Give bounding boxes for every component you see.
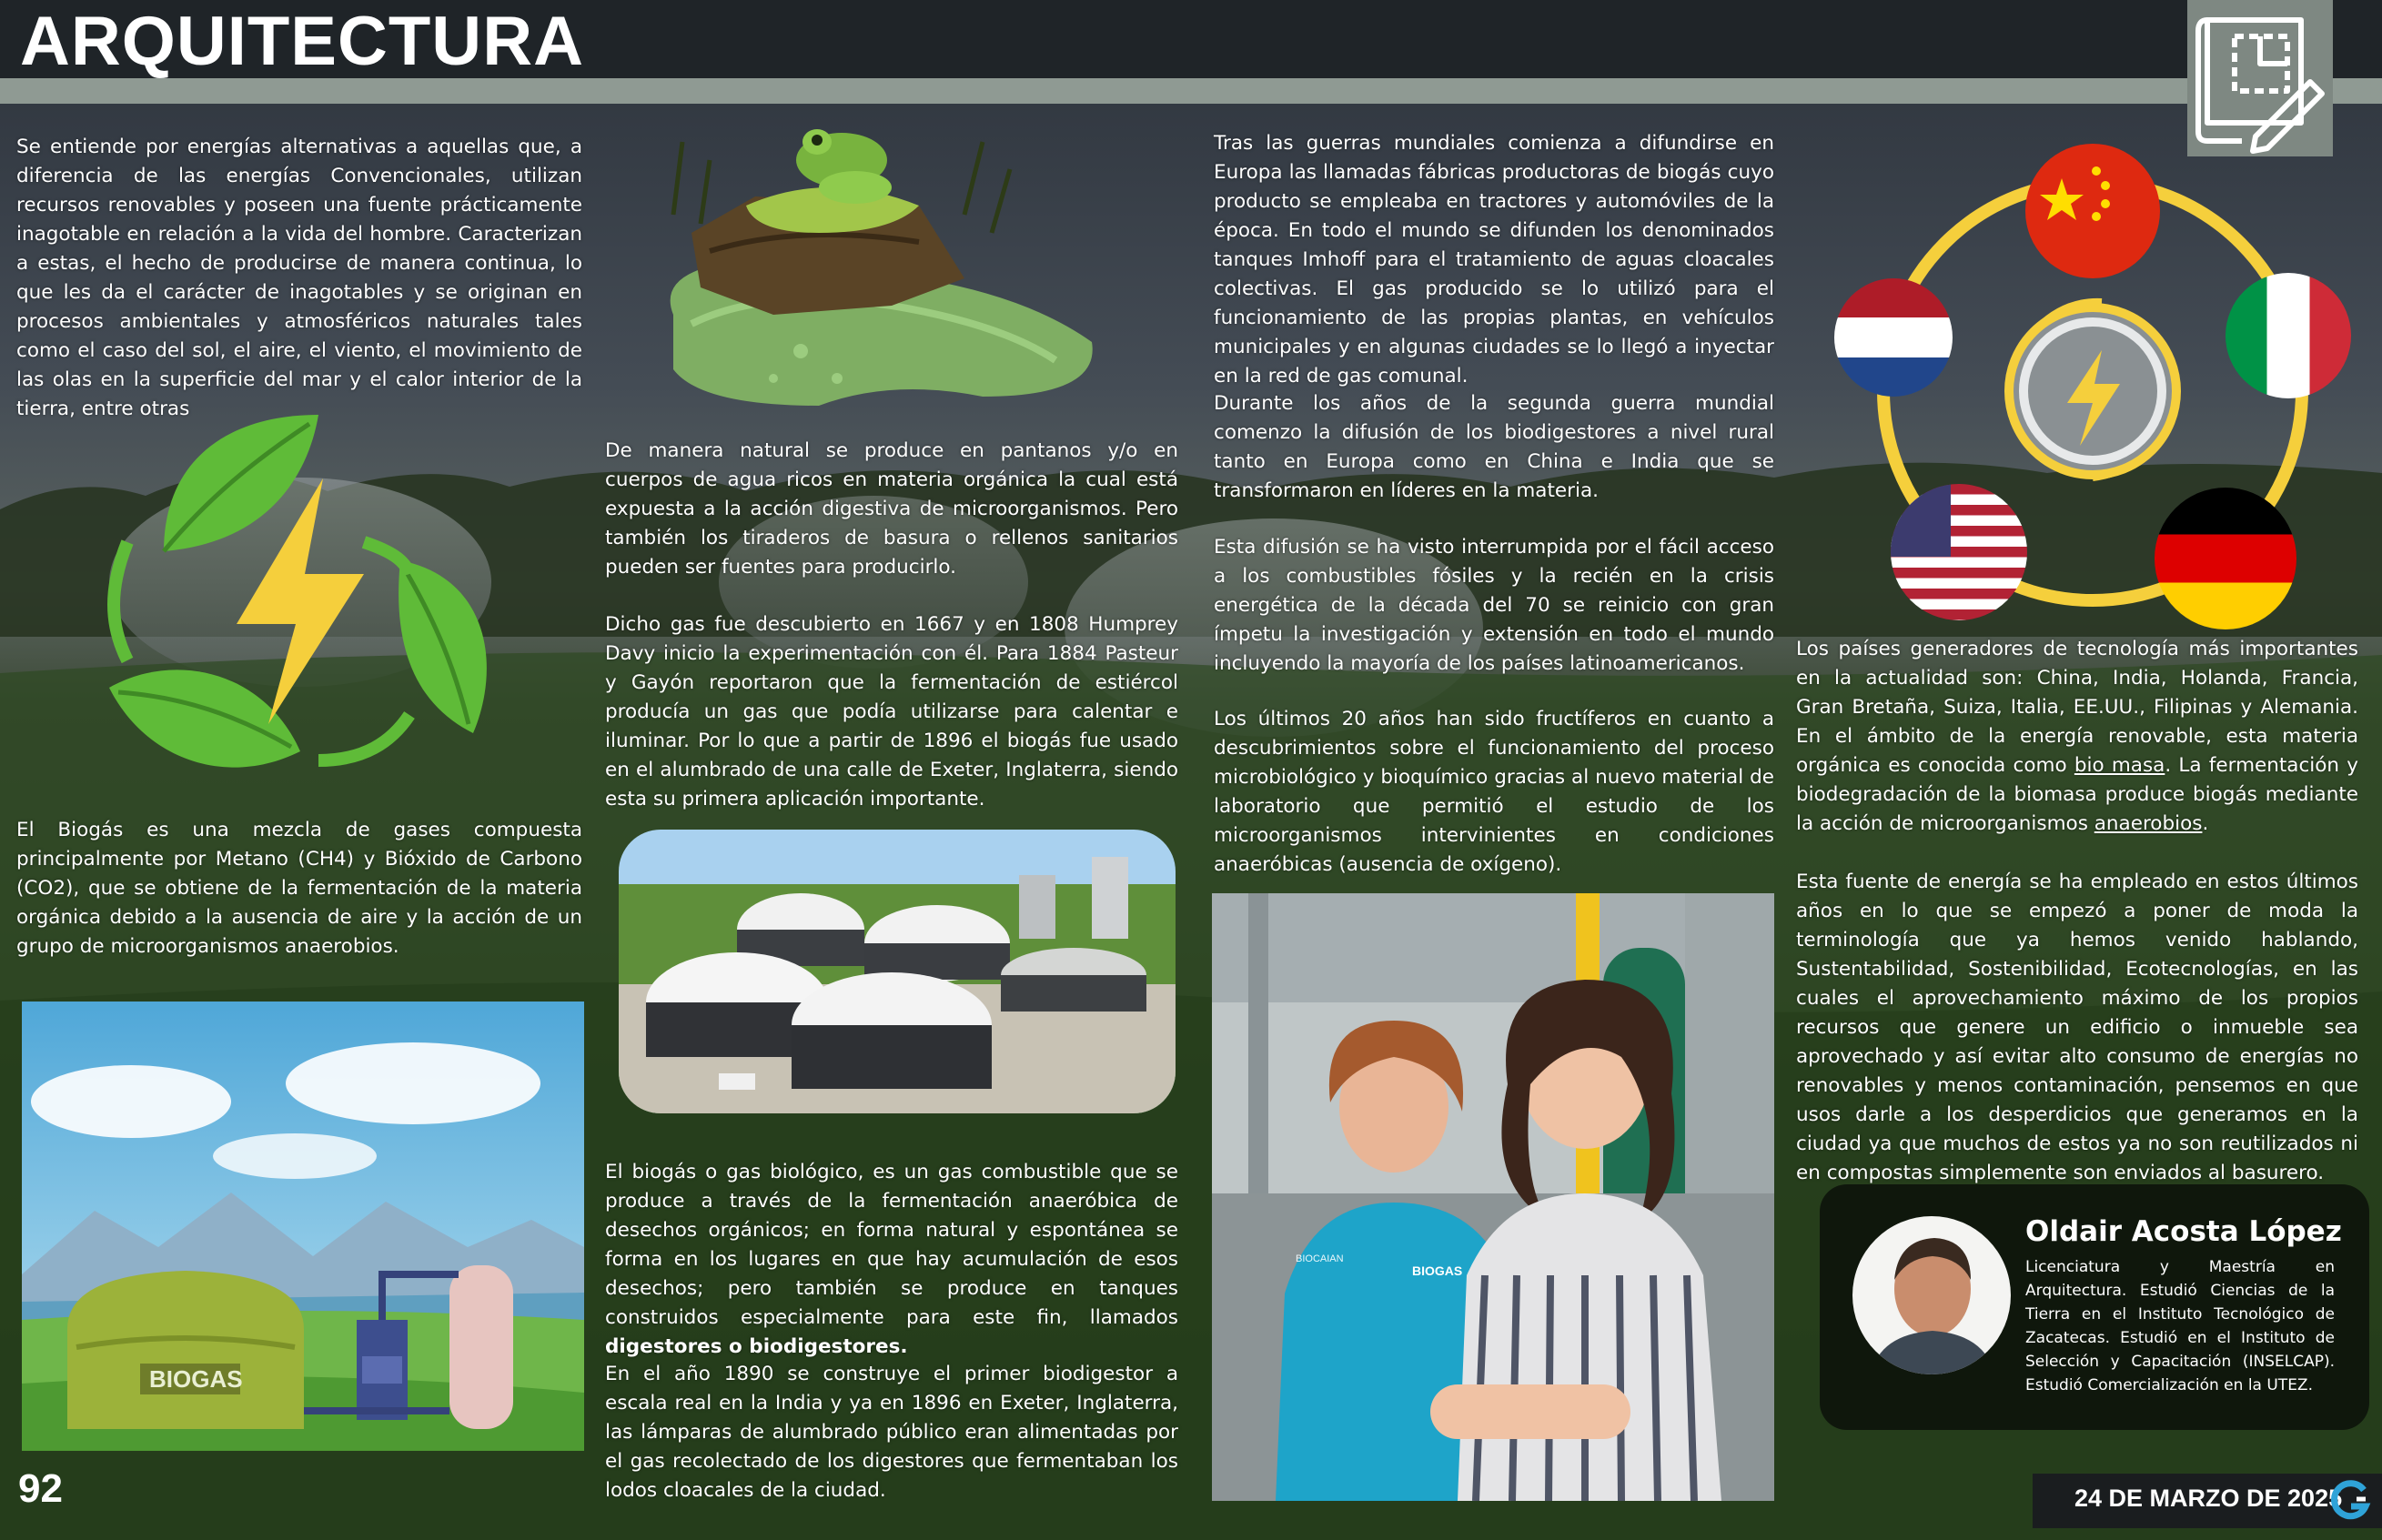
- italy-flag-icon: [2226, 273, 2351, 398]
- biogas-definition-paragraph: El Biogás es una mezcla de gases compuesta principalmente por Metano (CH4) y Bióxido de Carbono (CO2), que se obtiene de la fermentación de la materia orgánica debido a la ausencia de aire y la acción de un grupo de microorganismos anaerobios.: [16, 819, 582, 958]
- page-number: 92: [18, 1466, 63, 1511]
- author-name: Oldair Acosta López: [2025, 1215, 2342, 1248]
- china-flag-icon: [2025, 144, 2160, 278]
- usa-flag-icon: [1891, 484, 2027, 620]
- biogas-tank-illustration: [22, 1002, 584, 1451]
- g-brand-icon: [2327, 1479, 2371, 1523]
- natural-sources-paragraph: De manera natural se produce en pantanos y/o en cuerpos de agua ricos en materia orgánica la cual está expuesta a la acción digestiva de microorganismos. Pero también los tiraderos de basura o rellenos sanitarios pueden ser fuentes para producirlo.: [605, 439, 1178, 579]
- tech-countries-text: Los países generadores de tecnología más importantes en la actualidad son: China, India, Holanda, Francia, Gran Bretaña, Suiza, Italia, EE.UU., Filipinas y Alemania. En el ámbito de la energía renovable, esta materia orgánica es conocida como: [1796, 638, 2358, 777]
- leaf-lightning-icon: [91, 406, 500, 788]
- ww2-paragraph: Durante los años de la segunda guerra mundial comenzo la difusión de los biodigestores a nivel rural tanto en Europa como en China e India que se transformaron en líderes en la materia.: [1214, 392, 1774, 502]
- biogas-workers-photo: [1212, 893, 1774, 1501]
- issue-date: 24 DE MARZO DE 2025: [2074, 1485, 2343, 1512]
- header-divider: [0, 78, 2382, 104]
- worker-logo: BIOGAS: [1412, 1263, 1463, 1278]
- section-title: ARQUITECTURA: [20, 3, 584, 80]
- biogas-explained-paragraph: [605, 1158, 1178, 1362]
- tech-countries-text-2: . La fermentación y biodegradación de la biomasa produce biogás mediante la acción de microorganismos: [1796, 754, 2359, 835]
- frog-swamp-icon: [619, 106, 1110, 411]
- first-biodigester-paragraph: En el año 1890 se construye el primer biodigestor a escala real en la India y ya en 1896 en Exeter, Inglaterra, las lámparas de alumbrado público eran alimentadas por el gas recolectado de los digestores que fermentaban los lodos cloacales de la ciudad.: [605, 1363, 1178, 1502]
- anaerobios-link[interactable]: anaerobios: [2094, 812, 2203, 835]
- germany-flag-icon: [2155, 488, 2296, 629]
- intro-paragraph: Se entiende por energías alternativas a aquellas que, a diferencia de las energías Convencionales, utilizan recursos renovables y poseen una fuente prácticamente inagotable en relación a la vida del hombre. Caracterizan a estas, el hecho de producirse de manera continua, lo que les da el carácter de inagotables y se originan en procesos ambientales y atmosféricos naturales tales como el caso del sol, el aire, el viento, el movimiento de las olas en la superficie del mar y el calor interior de la tierra, entre otras: [16, 136, 582, 420]
- biogas-plant-photo: [619, 830, 1176, 1113]
- worker-name-tag: BIOCAIAN: [1296, 1253, 1344, 1264]
- digestores-emphasis: digestores o biodigestores.: [605, 1335, 908, 1358]
- tech-countries-paragraph: [1796, 635, 2358, 839]
- bio-masa-link[interactable]: bio masa: [2074, 754, 2165, 777]
- author-bio: Licenciatura y Maestría en Arquitectura. Estudió Ciencias de la Tierra en el Instituto Tecnológico de Zacatecas. Estudió en el Instituto de Selección y Capacitación (INSELCAP). Estudió Comercialización en la UTEZ.: [2025, 1258, 2335, 1394]
- sustainability-paragraph: Esta fuente de energía se ha empleado en estos últimos años en lo que se empezó a poner de moda la terminología que ya hemos venido hablando, Sustentabilidad, Sostenibilidad, Ecotecnologías, en las cuales el aprovechamiento máximo de los propios recursos que genere un edificio o inmueble sea aprovechado y así evitar alto consumo de energías no renovables y menos contaminación, pensemos en que usos darle a los desperdicios que generamos en la ciudad ya que muchos de estos ya no son reutilizados ni en compostas simplemente son enviados al basurero.: [1796, 871, 2358, 1184]
- avatar: [1852, 1216, 2011, 1374]
- biogas-tank-label: BIOGAS: [149, 1365, 243, 1393]
- blueprint-pencil-icon: [2187, 0, 2333, 156]
- recent-research-paragraph: Los últimos 20 años han sido fructíferos en cuanto a descubrimientos sobre el funcionamiento del proceso microbiológico y bioquímico gracias al nuevo material de laboratorio que permitió el estudio de los microorganismos intervinientes en condiciones anaeróbicas (ausencia de oxígeno).: [1214, 708, 1774, 876]
- history-paragraph: Dicho gas fue descubierto en 1667 y en 1808 Humprey Davy inicio la experimentación con él. Para 1884 Pasteur y Gayón reportaron que la fermentación de estiércol producía un gas que podía utilizarse para calentar e iluminar. Por lo que a partir de 1896 el biogás fue usado en el alumbrado de una calle de Exeter, Inglaterra, siendo esta su primera aplicación importante.: [605, 613, 1178, 810]
- tech-countries-text-3: .: [2202, 812, 2209, 835]
- biogas-explained-text: El biogás o gas biológico, es un gas combustible que se produce a través de la fermentación anaeróbica de desechos orgánicos; en forma natural y espontánea se forma en los lugares en que hay acumulación de esos desechos; pero también se produce en tanques construidos especialmente para este fin, llamados: [605, 1161, 1178, 1329]
- netherlands-flag-icon: [1834, 278, 1953, 397]
- postwar-paragraph: Tras las guerras mundiales comienza a difundirse en Europa las llamadas fábricas productoras de biogás cuyo producto se empleaba en tractores y automóviles de la época. En todo el mundo se difunden los denominados tanques Imhoff para el tratamiento de aguas cloacales colectivas. El gas producido se lo utilizó para el funcionamiento de las propias plantas, en vehículos municipales y en algunas ciudades se lo llegó a inyectar en la red de gas comunal.: [1214, 132, 1774, 388]
- fossil-fuels-paragraph: Esta difusión se ha visto interrumpida por el fácil acceso a los combustibles fósiles y la recién en la crisis energética de la década del 70 se reinicio con gran ímpetu la investigación y extensión en todo el mundo incluyendo la mayoría de los países latinoamericanos.: [1214, 536, 1774, 675]
